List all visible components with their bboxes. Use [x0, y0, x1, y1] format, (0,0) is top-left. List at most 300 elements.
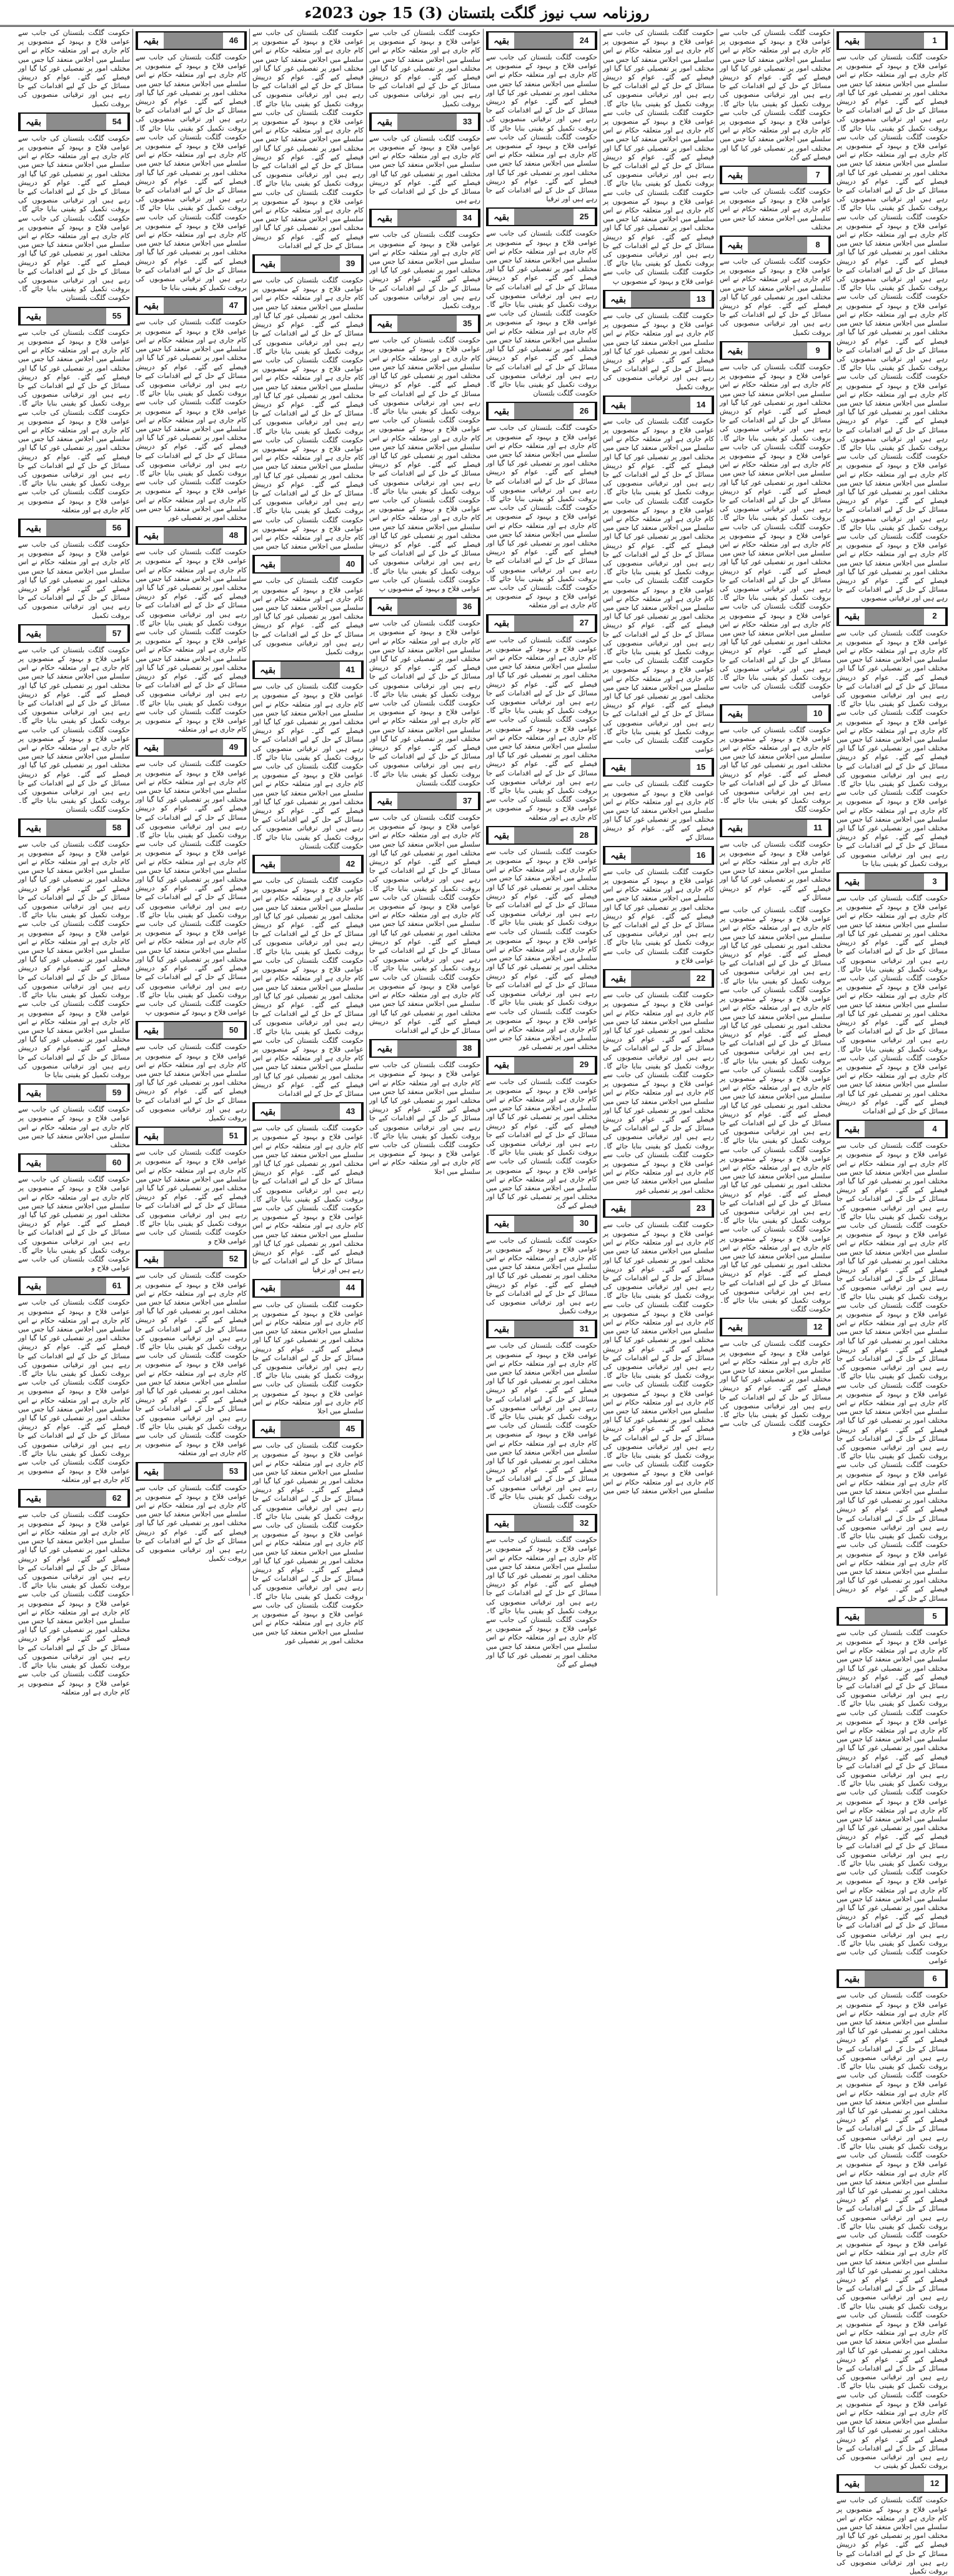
continuation-header — [369, 1039, 480, 1058]
continuation-label: بقیہ — [604, 397, 631, 413]
continuation-header — [136, 1021, 247, 1040]
continuation-header — [837, 2474, 948, 2493]
header-bar — [721, 237, 807, 253]
continuation-item — [369, 1039, 480, 1176]
article-text: حکومت گلگت بلتستان کی جانب سے عوامی فلاح و بہبود کے منصوبوں پر کام جاری ہے اور متعلقہ حکام نے اس سلسلے میں اجلاس منعقد کیا جس میں مختلف — [18, 1105, 130, 1149]
continuation-number: 14 — [690, 397, 713, 413]
continuation-item — [486, 207, 597, 398]
continuation-item — [136, 31, 247, 292]
header-bar — [19, 1085, 106, 1101]
continuation-header — [252, 1420, 364, 1438]
continuation-item — [720, 818, 831, 902]
news-column — [132, 29, 249, 1596]
article-text: حکومت گلگت بلتستان کی جانب سے عوامی فلاح و بہبود کے منصوبوں پر کام جاری ہے اور متعلقہ حکام نے اس سلسلے میں اجلاس منعقد کیا جس میں مختلف امور پر تفصیلی غور کیا گیا اور فیصلے کیے گئے۔ عوام کو درپیش مسائل کے حل کے لیے اقدامات کیے جا رہے ہیں اور ترقیاتی منصوبوں کی بروقت تکمیل کو یقینی بنایا جائے گا۔ حکومت گلگت بلتستان کی جانب سے عوامی فلاح و بہبود کے منصوبوں پر کام جاری ہے اور متعلقہ حکام نے اس سلسلے میں اجلاس منعقد کیا جس میں مختلف امور پر تفصیلی غور کیا گیا اور فیصلے کیے گئے۔ عوام کو درپیش مسائل کے حل کے لیے اقدامات کیے جا رہے ہیں اور ترقیاتی منصوبوں کی بروقت تکمیل کو یقینی بنایا جائے گا۔ حکومت گلگت بلتستان — [369, 619, 480, 787]
continuation-item — [18, 1489, 130, 1697]
continuation-number: 48 — [223, 527, 246, 544]
header-bar — [370, 1040, 457, 1057]
header-bar — [370, 114, 457, 130]
continuation-number: 13 — [690, 291, 713, 307]
continuation-number: 39 — [340, 256, 362, 272]
continuation-item — [136, 526, 247, 734]
continuation-item — [720, 341, 831, 700]
article-text: حکومت گلگت بلتستان کی جانب سے عوامی فلاح و بہبود کے منصوبوں پر کام جاری ہے اور متعلقہ حکام نے اس سلسلے میں اجلاس منعقد کیا جس میں مختلف امور پر تفصیلی غور کیا گیا اور فیصلے کیے گئے۔ عوام کو درپیش مسائل کے حل کے لیے اقدامات کیے جا رہے ہیں اور ترقیاتی منصوبوں کی بروقت تکمیل کو یقینی بنایا جائے گا۔ حکومت گلگت بلتستان کی جانب سے عوامی فلاح و بہبود کے منصوبوں پر کام جاری ہے اور متعلقہ حکام نے اس سلسلے میں اجلاس منعقد کیا جس میں مختلف امور پر تفصیلی غور کیا گیا اور فیصلے کیے گئے۔ عوام کو درپیش مسائل کے حل کے لیے اقدامات کیے جا رہے ہیں اور ترقیاتی منصوبوں کی بروقت تکمیل کو یقینی بنایا جائے گا۔ حکومت گلگت بلتستان کی جانب سے عوامی فلاح و بہبود کے منصوبوں پر کام جاری ہے اور متعلقہ حکام نے اس سلسلے میں اجلاس منعقد کیا جس میں مختلف امور پر تفصیلی غور کیا گیا اور فیصلے کیے گئے۔ عوام کو درپیش مسائل کے حل کے لیے اقدامات کیے جا رہے ہیں اور ترقیاتی منصوبوں کی بروقت تکمیل کو یقینی بنایا جائے گا۔ حکومت گلگت بلتستان کی جانب سے عوامی فلاح و بہبود کے منصوبوں پر کام جاری ہے اور متعلقہ حکام نے اس سلسلے میں اجلاس منعقد کیا جس میں مختلف امور پر تفصیلی غور کیا گیا اور فیصلے کیے گئے۔ عوام کو درپیش مسائل کے حل کے لیے اقدامات کیے جا رہے ہیں اور ترقیاتی منصوبوں کی بروقت تکمیل کو یقینی بنایا جائے گا۔ حکومت گلگت بلتستان کی جانب سے عوامی فلاح و بہبود کے منصوبوں پر کام جاری ہے اور متعلقہ حکام نے اس سلسلے میں اجلاس منعقد کیا جس میں مختلف امور پر تفصیلی غور کیا گیا اور فیصلے کیے گئے۔ عوام کو درپیش مسائل کے حل کے لیے اقدامات کیے جا رہے ہیں اور ترقیاتی منصوبوں کی بروقت تکمیل کو یقینی بنایا جائے گا۔ حکومت گلگت — [720, 906, 831, 1314]
continuation-item — [18, 624, 130, 815]
continuation-header — [720, 236, 831, 254]
continuation-number: 16 — [690, 847, 713, 863]
continuation-label: بقیہ — [254, 1280, 281, 1296]
article-text: حکومت گلگت بلتستان کی جانب سے عوامی فلاح و بہبود کے منصوبوں پر کام جاری ہے اور متعلقہ حکام نے اس سلسلے میں اجلاس منعقد کیا جس میں مختلف امور پر تفصیلی غور کیا گیا اور فیصلے کیے گئے۔ عوام کو درپیش مسائل کے حل کے لیے اقدامات کیے جا رہے ہیں اور ترقیاتی منصوبوں کی بروقت تکمیل — [369, 29, 480, 108]
continuation-label: بقیہ — [721, 1319, 748, 1335]
header-bar — [19, 114, 106, 130]
continuation-item — [369, 29, 480, 109]
header-bar — [370, 210, 457, 226]
continuation-label: بقیہ — [137, 527, 164, 544]
continuation-header — [837, 1607, 948, 1626]
column-body — [252, 29, 364, 1646]
continuation-label: بقیہ — [370, 210, 397, 226]
header-bar — [137, 32, 223, 49]
continuation-number: 5 — [924, 1608, 947, 1624]
continuation-label: بقیہ — [838, 1121, 865, 1137]
continuation-header — [369, 792, 480, 810]
column-body — [837, 31, 948, 2576]
continuation-item — [720, 236, 831, 337]
continuation-item — [486, 402, 597, 610]
continuation-item — [252, 855, 364, 1098]
continuation-label: بقیہ — [370, 114, 397, 130]
continuation-number: 60 — [106, 1155, 129, 1171]
continuation-item — [486, 1056, 597, 1211]
article-text: حکومت گلگت بلتستان کی جانب سے عوامی فلاح و بہبود کے منصوبوں پر کام جاری ہے اور متعلقہ حکام نے اس سلسلے میں اجلاس منعقد کیا جس میں مختلف امور پر تفصیلی غور کیا گیا اور فیصلے کیے گئے۔ عوام کو درپیش مسائل کے حل کے لیے اقدامات کیے جا رہے ہیں اور ترقیاتی منصوبوں کی بروقت تکمیل کو یقینی بنایا جائے گا۔ حکومت گلگت بلتستان کی جانب سے عوامی فلاح و بہبود کے منصوبوں پر کام جاری ہے اور متعلقہ حکام نے اس سلسلے میں اجلاس منعقد کیا جس میں مختلف امور پر تفصیلی غور کیا گیا اور فیصلے کیے گئے۔ عوام کو درپیش مسائل کے حل کے لیے اقدامات کیے جا رہے ہیں اور ترقیاتی منصوبوں کی بروقت تکمیل کو یقینی بنایا جائے گا۔ حکومت گلگت بلتستان کی جانب سے عوامی فلاح و بہبود کے منصوبوں پر کام جاری ہے اور متعلقہ — [18, 1298, 130, 1484]
article-text: حکومت گلگت بلتستان کی جانب سے عوامی فلاح و بہبود کے منصوبوں پر کام جاری ہے اور متعلقہ حکام نے اس سلسلے میں اجلاس منعقد کیا جس میں مختلف امور پر تفصیلی غور کیا گیا اور فیصلے کیے گئے۔ عوام کو درپیش مسائل کے حل کے لیے اقدامات کیے جا رہے ہیں اور ترقیاتی منصوبوں کی بروقت تکمیل کو یقینی بنایا جائے گا۔ حکومت گلگت بلتستان کی جانب سے عوامی فلاح و بہبود کے منصوبوں پر کام جاری ہے اور متعلقہ حکام نے اس سلسلے میں اجلاس منعقد کیا جس میں مختلف امور پر تفصیلی غور کیا گیا اور فیصلے کیے گئے۔ عوام کو درپیش مسائل کے حل کے لیے اقدامات کیے جا رہے ہیں اور ترقیاتی منصوبوں کی بروقت تکمیل کو یقینی بنایا جائے گا۔ حکومت گلگت بلتستان — [252, 682, 364, 850]
continuation-label: بقیہ — [838, 1608, 865, 1624]
continuation-number: 59 — [106, 1085, 129, 1101]
continuation-number: 47 — [223, 297, 246, 314]
continuation-label: بقیہ — [254, 856, 281, 872]
article-text: حکومت گلگت بلتستان کی جانب سے عوامی فلاح و بہبود کے منصوبوں پر کام جاری ہے اور متعلقہ حکام نے اس سلسلے میں اجلاس منعقد کیا جس میں مختلف امور پر تفصیلی غور کیا گیا اور فیصلے کیے گئے۔ عوام کو درپیش مسائل کے حل کے لیے اقدامات کیے جا رہے ہیں اور ترقیاتی منصوبوں کی بروقت تکمیل — [136, 1043, 247, 1122]
continuation-number: 36 — [457, 599, 479, 615]
column-body — [486, 31, 597, 1669]
article-text: حکومت گلگت بلتستان کی جانب سے عوامی فلاح و بہبود کے منصوبوں پر کام جاری ہے اور متعلقہ حکام نے اس سلسلے میں اجلاس منعقد کیا جس میں مختلف امور پر تفصیلی غور کیا گیا اور فیصلے کیے گئے۔ عوام کو درپیش مسائل کے حل کے لیے اقدامات کیے جا رہے ہیں اور ترقیاتی منصوبوں کی بروقت تکمیل کو یقینی بنایا جائے گا۔ حکومت گلگت بلتستان کی جانب سے عوامی فلاح و بہبود کے منصوبوں پر کام جاری ہے اور متعلقہ حکام نے اس سلسلے میں اجلاس منعقد کیا جس میں مختلف امور پر تفصیلی غور کیا گیا اور فیصلے کیے گئے۔ عوام کو درپیش مسائل کے حل کے لیے اقدامات کیے جا رہے ہیں اور ترقیاتی منصوبوں کی بروقت تکمیل کو یقینی بنایا جائے گا۔ حکومت گلگت بلتستان کی جانب سے عوامی فلاح و بہبود کے منصوبوں پر کام جاری ہے اور متعلقہ حکام نے اس سلسلے میں اجلاس منعقد کیا جس میں مختلف امور پر تفصیلی غور کیا گیا اور فیصلے کیے گئے۔ عوام کو درپیش مسائل کے حل کے لیے اقدامات کیے جا رہے ہیں اور ترقیاتی منصوبوں کی بروقت تکمیل کو یقینی بنایا جائے گا۔ حکومت گلگت بلتستان کی جانب سے عوامی فلاح و بہبود کے منصوبوں پ — [603, 29, 714, 286]
news-column — [249, 29, 366, 1645]
news-column — [366, 29, 483, 1596]
header-bar — [838, 32, 924, 49]
header-bar — [721, 820, 807, 836]
continuation-number: 44 — [340, 1280, 362, 1296]
header-bar — [487, 209, 574, 225]
article-text: حکومت گلگت بلتستان کی جانب سے عوامی فلاح و بہبود کے منصوبوں پر کام جاری ہے اور متعلقہ حکام نے اس سلسلے میں اجلاس منعقد کیا جس میں مختلف امور پر تفصیلی غور کیا گیا اور فیصلے کیے گئے۔ عوام کو درپیش مسائل کے حل کے لیے اقدامات کیے جا رہے ہیں اور ترقیاتی منصوبوں کی بروقت تکمیل کو یقینی بنایا جائے گا۔ حکومت گلگت بلتستان کی جانب سے عوامی فلاح و بہبود کے منصوبوں پر کام جاری ہے اور متعلقہ حکام نے اس سلسلے میں اجلاس منعقد کیا جس میں مختلف امور پر تفصیلی غور کیا گیا اور فیصلے کیے گئے۔ عوام کو درپیش مسائل کے حل کے لیے اقدامات کیے جا رہے ہیں اور ترقیا — [486, 53, 597, 204]
continuation-item — [486, 31, 597, 204]
continuation-number: 8 — [807, 237, 830, 253]
article-text: حکومت گلگت بلتستان کی جانب سے عوامی فلاح و بہبود کے منصوبوں پر کام جاری ہے اور متعلقہ حکام نے اس سلسلے میں اجلاس منعقد کیا جس میں مختلف امور پر تفصیلی غور کیا گیا اور فیصلے کیے گئے۔ عوام کو درپیش مسائل کے حل کے لیے اقدامات کیے جا رہے ہیں اور ترقیاتی منصوبوں کی بروقت تکمیل کو یقینی بنایا جائے گا۔ حکومت گلگت بلتستان کی جانب سے عوامی فلاح و — [720, 1340, 831, 1437]
continuation-item — [603, 1199, 714, 1496]
article-text: حکومت گلگت بلتستان کی جانب سے عوامی فلاح و بہبود کے منصوبوں پر کام جاری ہے اور متعلقہ حکام نے اس سلسلے میں اجلاس منعقد کیا جس میں مختلف امور پر تفصیلی غور کیا گیا اور فیصلے کیے گئے۔ عوام کو درپیش مسائل کے حل کے لیے اقدامات کیے جا رہے ہیں اور ترقیاتی منصوبوں کی بروقت تکمیل کو یقینی بنایا جائے گا۔ حکومت گلگت بلتستان کی جانب سے عوامی فلاح و بہبود کے منصوبوں پر کام جاری ہے اور متعلقہ حکام نے اس سلسلے میں اجلا — [252, 1300, 364, 1416]
header-bar — [254, 256, 340, 272]
continuation-number: 11 — [807, 820, 830, 836]
header-bar — [19, 1155, 106, 1171]
article-text: حکومت گلگت بلتستان کی جانب سے عوامی فلاح و بہبود کے منصوبوں پر کام جاری ہے اور متعلقہ حکام نے اس سلسلے میں اجلاس منعقد کیا جس میں مختلف امور پر تفصیلی غور کیا گیا اور فیصلے کیے گئے۔ عوام کو درپیش مسائل کے — [603, 780, 714, 842]
masthead — [0, 0, 954, 27]
continuation-number: 61 — [106, 1278, 129, 1294]
continuation-item — [486, 826, 597, 1052]
continuation-label: بقیہ — [604, 970, 631, 987]
news-column — [483, 29, 600, 1669]
article-text: حکومت گلگت بلتستان کی جانب سے عوامی فلاح و بہبود کے منصوبوں پر کام جاری ہے اور متعلقہ حکام نے اس سلسلے میں اجلاس منعقد کیا جس میں مختلف امور پر تفصیلی غور کیا گیا اور فیصلے کیے گئے۔ عوام کو درپیش مسائل کے حل کے لیے اقدامات کیے جا رہے ہیں اور ترقیاتی منصوبوں کی بروقت تکمیل — [136, 1483, 247, 1563]
continuation-header — [18, 624, 130, 643]
continuation-item — [720, 29, 831, 162]
column-body — [18, 29, 130, 1697]
article-text: حکومت گلگت بلتستان کی جانب سے عوامی فلاح و بہبود کے منصوبوں پر کام جاری ہے اور متعلقہ حکام نے اس سلسلے میں اجلاس منعقد کیا جس میں مختلف امور پر تفصیلی غور کیا گیا اور فیصلے کیے گئے۔ عوام کو درپیش مسائل کے حل کے لیے اقدامات کیے جا رہے ہیں اور ترقیاتی منصوبوں کی بروقت تکمیل کو یقینی بنایا جائے گا۔ حکومت گلگت بلتستان کی جانب سے عوامی فلاح و بہبود کے منصوبوں پر کام جاری ہے اور متعلقہ حکام نے اس سلسلے میں اجلاس منعقد کیا جس میں مختلف امور پر تفصیلی غور کیا گیا اور فیصلے کیے گئے۔ عوام کو درپیش مسائل کے حل کے لیے اقدامات کیے جا رہے ہیں اور ترقیاتی منصوبوں کی بروقت تکمیل کو یقینی بنایا جائے گا۔ حکومت گلگت بلتستان کی جانب سے عوامی فلاح و بہبود کے منصوبوں پر کام جاری ہے اور متعلقہ — [136, 1271, 247, 1458]
continuation-header — [720, 1318, 831, 1336]
continuation-label: بقیہ — [19, 114, 46, 130]
continuation-item — [720, 1318, 831, 1437]
header-bar — [487, 1321, 574, 1337]
continuation-header — [486, 1056, 597, 1075]
header-bar — [721, 1319, 807, 1335]
continuation-item — [18, 818, 130, 1080]
continuation-label: بقیہ — [604, 291, 631, 307]
continuation-label: بقیہ — [838, 32, 865, 49]
article-text: حکومت گلگت بلتستان کی جانب سے عوامی فلاح و بہبود کے منصوبوں پر کام جاری ہے اور متعلقہ حکام نے اس سلسلے میں اجلاس منعقد کیا جس میں مختلف امور پر تفصیلی غور کیا گیا اور فیصلے کیے گئے۔ عوام کو درپیش مسائل کے حل کے لیے اقدامات کیے جا رہے ہیں اور ترقیاتی منصوبوں کی بروقت تکمیل کو یقینی بنایا جائے گا۔ حکومت گلگت بلتستان کی جانب سے عوامی فلاح و بہبود کے منصوبوں پر کام جاری ہے اور متعلقہ حکام نے اس سلسلے میں اجلاس منعقد کیا جس میں مختلف امور پر تفصیلی غور کیا گیا اور فیصلے کیے گئے۔ عوام کو درپیش مسائل کے حل کے لیے اقدامات کیے جا رہے ہیں اور ترقیاتی منصوبوں کی بروقت تکمیل کو یقینی بنایا جائے گا۔ حکومت گلگت بلتستان کی جانب سے عوامی فلاح و بہبود کے منصوبوں پر کام جاری ہے اور متعلقہ حکام نے اس سلسلے میں اجلاس منعقد کیا جس میں مختلف امور پر تفصیلی غور کیا گیا اور فیصلے کیے گئے۔ عوام کو درپیش مسائل کے حل کے لیے اقدامات کیے جا رہے ہیں اور ترقیاتی منصوبوں کی بروقت تکمیل کو یقینی بنایا جائے گا۔ حکومت گلگت بلتستان کی جانب سے عوامی فلاح و بہبود کے منصوبوں پر کام جاری ہے اور متعلقہ حکام نے اس سلسلے میں اجلاس منعقد کیا جس میں مختلف امور پر تفصیلی غور کیا گیا اور فیصلے کیے گئے۔ عوام کو درپیش مسائل کے حل کے لیے اقدامات کیے جا رہے ہیں اور ترقیاتی منصوبوں کی بروقت تکمیل کو یقینی بنایا جائے گا۔ حکومت گلگت بلتستان کی جانب سے عوامی فلاح و بہبود کے منصوبوں پر کام جاری ہے اور متعلقہ حکام نے اس سلسلے میں اجلاس منعقد کیا جس میں مختلف امور پر تفصیلی غور کیا گیا اور فیصلے کیے گئے۔ عوام کو درپیش مسائل کے حل کے لیے اقدامات کیے جا رہے ہیں اور ترقیاتی منصوبوں کی بروقت تکمیل کو یقینی بنایا جائے گا۔ حکومت گلگت بلتستان کی جانب سے عوامی فلاح و بہبود کے منصوبوں پر کام جاری ہے اور متعلقہ حکام نے اس سلسلے میں اجلاس منعقد کیا جس میں مختلف امور پر تفصیلی غور کیا گیا اور فیصلے کیے گئے۔ عوام کو درپیش مسائل کے حل کے لیے اقدامات کیے جا رہے ہیں اور ترقیاتی منصوبوں کی بروقت تکمیل کو یقینی ب — [837, 1991, 948, 2470]
continuation-header — [136, 526, 247, 545]
continuation-label: بقیہ — [721, 705, 748, 722]
continuation-item — [837, 1607, 948, 1966]
article-text: حکومت گلگت بلتستان کی جانب سے عوامی فلاح و بہبود کے منصوبوں پر کام جاری ہے اور متعلقہ حکام نے اس سلسلے میں اجلاس منعقد کیا جس میں مختلف امور پر تفصیلی غور کیا گیا اور فیصلے کیے گئے۔ عوام کو درپیش مسائل کے حل کے لیے اقدامات کیے جا رہے ہیں اور ترقیاتی منصوبوں کی بروقت تکمیل کو یقینی بنایا جائے گا۔ حکومت گلگ — [720, 725, 831, 814]
continuation-header — [720, 818, 831, 837]
continuation-header — [837, 1969, 948, 1988]
continuation-label: بقیہ — [137, 32, 164, 49]
continuation-number: 29 — [574, 1057, 596, 1073]
continuation-header — [136, 1462, 247, 1481]
continuation-header — [369, 112, 480, 131]
news-columns — [4, 29, 950, 2576]
continuation-label: بقیہ — [721, 342, 748, 359]
continuation-item — [252, 660, 364, 851]
continuation-header — [18, 112, 130, 131]
article-text: حکومت گلگت بلتستان کی جانب سے عوامی فلاح و بہبود کے منصوبوں پر کام جاری ہے اور متعلقہ حکام نے اس سلسلے میں اجلاس منعقد کیا جس میں مختلف امور پر تفصیلی غور کیا گیا اور فیصلے کیے گئے۔ عوام کو درپیش مسائل کے حل کے لیے اقدامات کیے جا رہے ہیں اور ترقیاتی منصوبوں کی بروقت تکمیل کو یقینی بنایا جائے گا۔ حکومت گلگت بلتستان کی جانب سے عوامی فلاح و بہبود کے منصوبوں پر کام جاری ہے اور متعلقہ حکام نے اس سلسلے میں اجلاس منعقد کیا جس میں مختلف امور پر تفصیلی غور کیا گیا اور فیصلے کیے گئے۔ عوام کو درپیش مسائل کے حل کے لیے اقدامات کیے جا رہے ہیں اور ترقیاتی منصوبوں کی بروقت تکمیل کو یقینی بنایا جائے گا۔ حکومت گلگت بلتستان کی جانب سے عوامی فلاح و بہبود کے منصوبوں پر کام جاری ہے اور متعلقہ حکام نے اس سلسلے میں اجلاس منعقد کیا جس میں مختلف امور پر تفصیلی غور کیا گیا اور فیصلے کیے گئے۔ عوام کو درپیش مسائل کے حل کے لیے اقدامات کیے جا رہے ہیں اور ترقیاتی منصوبوں کی بروقت تکمیل کو یقینی بنایا جائے گا۔ حکومت گلگت بلتستان کی جانب سے عوامی فلاح و بہبود کے منصوبوں پ — [369, 336, 480, 593]
continuation-label: بقیہ — [19, 820, 46, 836]
continuation-header — [136, 296, 247, 315]
continuation-header — [369, 597, 480, 616]
column-body — [603, 29, 714, 1496]
article-text: حکومت گلگت بلتستان کی جانب سے عوامی فلاح و بہبود کے منصوبوں پر کام جاری ہے اور متعلقہ حکام نے اس سلسلے میں اجلاس منعقد کیا جس میں مختلف امور پر تفصیلی غور کیا گیا اور فیصلے کیے گئے۔ عوام کو درپیش مسائل کے حل کے لیے اقدامات کیے جا رہے ہیں اور ترقیاتی منصوبوں کی بروقت تکمیل — [720, 257, 831, 337]
header-bar — [137, 527, 223, 544]
article-text: حکومت گلگت بلتستان کی جانب سے عوامی فلاح و بہبود کے منصوبوں پر کام جاری ہے اور متعلقہ حکام نے اس سلسلے میں اجلاس منعقد کیا جس میں مختلف امور پر تفصیلی غور کیا گیا اور فیصلے کیے گئے۔ عوام کو درپیش مسائل کے حل کے لیے اقدامات کیے جا رہے ہیں اور ترقیاتی منصوبوں کی بروقت تکمیل کو یقینی بنایا جائے گا۔ حکومت گلگت بلتستان کی جانب سے عوامی فلاح و بہبود کے منصوبوں پر کام جاری ہے اور متعلقہ حکام نے اس سلسلے میں اجلاس منعقد کیا جس میں مختلف امور پر تفصیلی غور کیا گیا اور فیصلے کیے گئے۔ عوام کو درپیش مسائل کے حل کے لیے اقدامات کیے جا رہے ہیں اور ترقیاتی منصوبوں کی بروقت تکمیل کو یقینی بنایا جائے گا۔ حکومت گلگت بلتستان کی جانب سے عوامی فلاح و بہبود کے منصوبوں پر کام جاری ہے اور متعلقہ — [18, 328, 130, 514]
continuation-label: بقیہ — [487, 1321, 514, 1337]
article-text: حکومت گلگت بلتستان کی جانب سے عوامی فلاح و بہبود کے منصوبوں پر کام جاری ہے اور متعلقہ حکام نے اس سلسلے میں اجلاس منعقد کیا جس میں مختلف امور پر تفصیلی غور کیا گیا اور فیصلے کیے گئے۔ عوام کو درپیش مسائل کے حل کے لیے اقدامات کیے جا رہے ہیں اور ترقیاتی منصوبوں کی بروقت تکمیل کو یقینی بنایا جائے گا۔ حکومت گلگت بلتستان کی جانب سے عوامی فلاح و بہبود کے منصوبوں پر کام جاری ہے اور متعلقہ حکام نے اس سلسلے میں اجلاس منعقد کیا جس میں مختلف امور پر تفصیلی غور کیا گیا اور فیصلے کیے گئے۔ عوام کو درپیش مسائل کے حل کے لیے اقدامات کیے جا رہے ہیں اور ترقیاتی منصوبوں کی بروقت تکمیل کو یقینی بنایا جائے گا۔ حکومت گلگت بلتستان کی جانب سے عوامی فلاح و بہبود کے منصوبوں پر کام جاری ہے اور متعلقہ حکام نے اس سلسلے میں اجلاس منعقد کیا جس میں مختلف امور پر تفصیلی غور — [603, 991, 714, 1195]
continuation-number: 27 — [574, 615, 596, 632]
continuation-number: 34 — [457, 210, 479, 226]
article-text: حکومت گلگت بلتستان کی جانب سے عوامی فلاح و بہبود کے منصوبوں پر کام جاری ہے اور متعلقہ حکام نے اس سلسلے میں اجلاس منعقد کیا جس میں مختلف امور پر تفصیلی غور کیا گیا اور فیصلے کیے گئے۔ عوام کو درپیش مسائل کے حل کے لیے اقدامات کیے جا رہے ہیں اور ترقیاتی منصوبوں کی بروقت تکمیل کو یقینی بنایا جائے گا۔ حکومت گلگت بلتستان کی جانب سے عوامی فلاح و بہبود کے منصوبوں پر کام جاری ہے اور متعلقہ حکام نے اس سلسلے میں اجلاس منعقد کیا جس میں مختلف امور پر تفصیلی غور کیا گیا اور فیصلے کیے گئے۔ عوام کو درپیش مسائل کے حل کے لیے اقدامات کیے جا رہے ہیں اور ترقیاتی منصوبوں کی بروقت تکمیل کو یقینی بنایا جائے گا۔ حکومت گلگت بلتستان کی جانب سے عوامی فلاح و بہبود کے منصوبوں پر کام جاری ہے اور متعلقہ حکام نے اس سلسلے میں اجلاس منعقد کیا جس میں مختلف امور پر تفصیلی غور کیا گیا اور فیصلے کیے گئے۔ عوام کو درپیش مسائل کے حل کے لیے اقدامات کیے جا رہے ہیں اور ترقیاتی منصوبوں کی بروقت تکمیل کو یقینی بنایا جا — [837, 629, 948, 868]
continuation-number: 1 — [924, 32, 947, 49]
continuation-header — [252, 1279, 364, 1298]
continuation-header — [369, 314, 480, 333]
continuation-number: 3 — [924, 873, 947, 890]
header-bar — [19, 520, 106, 536]
continuation-item — [252, 1420, 364, 1646]
continuation-item — [603, 290, 714, 392]
continuation-label: بقیہ — [487, 1216, 514, 1232]
header-bar — [487, 32, 574, 49]
news-column — [16, 29, 132, 1696]
article-text: حکومت گلگت بلتستان کی جانب سے عوامی فلاح و بہبود کے منصوبوں پر کام جاری ہے اور متعلقہ حکام نے اس سلسلے میں اجلاس منعقد کیا جس میں مختلف امور پر تفصیلی غور کیا گیا اور فیصلے کیے گئے۔ عوام کو درپیش مسائل کے حل کے لیے اقدامات کیے جا رہے ہیں اور ترقیاتی منصوبوں کی بروقت تکمیل کو یقینی بنایا جائے گا۔ حکومت گلگت بلتستان کی جانب سے عوامی فلاح و بہبود کے منصوبوں پر کام جاری ہے اور متعلقہ حکام نے اس سلسلے میں اجلاس منعقد کیا جس میں مختلف امور پر تفصیلی غور کیا گیا اور فیصلے کیے گئے۔ عوام کو درپیش مسائل کے حل کے لیے اقدامات کیے جا رہے ہیں اور ترقیاتی منصوبوں کی بروقت تکمیل کو یقینی بنایا جائے گا۔ حکومت گلگت بلتستان کی جانب سے عوامی فلاح و بہبود کے منصوبوں پر کام جاری ہے اور متعلقہ — [136, 548, 247, 734]
article-text: حکومت گلگت بلتستان کی جانب سے عوامی فلاح و بہبود کے منصوبوں پر کام جاری ہے اور متعلقہ حکام نے اس سلسلے میں اجلاس منعقد کیا جس میں مختلف — [720, 187, 831, 231]
continuation-header — [486, 826, 597, 845]
header-bar — [137, 1128, 223, 1144]
continuation-header — [837, 607, 948, 626]
header-bar — [370, 599, 457, 615]
article-text: حکومت گلگت بلتستان کی جانب سے عوامی فلاح و بہبود کے منصوبوں پر کام جاری ہے اور متعلقہ حکام نے اس سلسلے میں اجلاس منعقد کیا جس میں مختلف امور پر تفصیلی غور کیا گیا اور فیصلے کیے گئے۔ عوام کو درپیش مسائل کے حل کے لیے اقدامات کیے جا رہے ہیں اور ترقیاتی منصوبوں کی بروقت تکمیل کو یقینی بنایا جائے گا۔ حکومت گلگت بلتستان کی جانب سے عوامی فلاح و بہبود کے منصوبوں پر کام جاری ہے اور متعلقہ حکام نے اس سلسلے میں اجلاس منعقد کیا جس میں مختلف امور پر تفصیلی غور کیا گیا اور فیصلے کیے گئے۔ عوام کو درپیش مسائل کے حل کے لیے اقدامات کیے جا رہے ہیں اور ترقیاتی منصوبوں کی بروقت تکمیل کو یقینی بنایا جائے گا۔ حکومت گلگت بلتستان کی جانب سے عوامی فلاح و بہبود کے منصوبوں پر کام جاری ہے اور متعلقہ حکام نے اس سلسلے میں اجلاس منعقد کیا جس میں مختلف امور پر تفصیلی غور کیا گیا اور فیصلے کیے گئے۔ عوام کو درپیش مسائل کے حل کے لیے اقدامات — [252, 29, 364, 250]
header-bar — [838, 1121, 924, 1137]
continuation-header — [18, 1276, 130, 1295]
continuation-label: بقیہ — [487, 209, 514, 225]
article-text: حکومت گلگت بلتستان کی جانب سے عوامی فلاح و بہبود کے منصوبوں پر کام جاری ہے اور متعلقہ حکام نے اس سلسلے میں اجلاس منعقد کیا جس میں مختلف امور پر تفصیلی غور کیا گیا اور فیصلے کیے گئے۔ عوام کو درپیش مسائل کے حل کے لیے اقدامات کیے جا رہے ہیں اور ترقیاتی منصوبوں کی بروقت تکمیل — [18, 29, 130, 108]
continuation-item — [369, 792, 480, 1035]
article-text: حکومت گلگت بلتستان کی جانب سے عوامی فلاح و بہبود کے منصوبوں پر کام جاری ہے اور متعلقہ حکام نے اس سلسلے میں اجلاس منعقد کیا جس میں مختلف امور پر تفصیلی غور کیا گیا اور فیصلے کیے گئے۔ عوام کو درپیش مسائل کے حل کے لیے اقدامات کیے جا رہے ہیں اور ترقیاتی منصوبوں کی بروقت تکمیل کو یقینی بنایا جائے گا۔ حکومت گلگت بلتستان کی جانب سے عوامی فلاح و — [18, 1175, 130, 1273]
header-bar — [254, 1280, 340, 1296]
continuation-number: 4 — [924, 1121, 947, 1137]
continuation-label: بقیہ — [487, 1515, 514, 1531]
continuation-header — [252, 855, 364, 873]
continuation-header — [252, 254, 364, 273]
continuation-item — [837, 1969, 948, 2470]
continuation-header — [18, 818, 130, 837]
continuation-item — [720, 906, 831, 1314]
header-bar — [370, 316, 457, 332]
continuation-item — [252, 29, 364, 251]
header-bar — [838, 1608, 924, 1624]
continuation-header — [486, 207, 597, 226]
article-text: حکومت گلگت بلتستان کی جانب سے عوامی فلاح و بہبود کے منصوبوں پر کام جاری ہے اور متعلقہ حکام نے اس سلسلے میں اجلاس منعقد کیا جس میں مختلف امور پر تفصیلی غور کیا گیا اور فیصلے کیے گئے۔ عوام کو درپیش مسائل کے حل کے لیے اقدامات کیے جا رہے ہیں اور ترقیاتی منصوبوں کی بروقت تکمیل کو یقینی بنایا جائے گا۔ حکومت گلگت بلتستان کی جانب سے عوامی فلاح و بہبود کے منصوبوں پر کام جاری ہے اور متعلقہ حکام نے اس سلسلے میں اجلاس منعقد کیا جس میں مختلف امور پر تفصیلی غور کیا گیا اور فیصلے کیے گئے۔ عوام کو درپیش مسائل کے حل کے لیے اقدامات کیے جا رہے ہیں اور ترقیاتی منصوبوں کی بروقت تکمیل کو یقینی بنایا جائے گا۔ حکومت گلگت بلتستان کی جانب سے عوامی فلاح و بہبود کے منصوبوں پر کام جاری ہے اور متعلقہ حکام نے اس سلسلے میں اجلاس منعقد کیا جس میں مختلف امور پر تفصیلی غور کیا گیا اور فیصلے کیے گئے۔ عوام کو درپیش مسائل کے حل کے لیے اقدامات — [252, 877, 364, 1098]
continuation-number: 12 — [924, 2475, 947, 2492]
header-bar — [254, 1421, 340, 1437]
continuation-number: 50 — [223, 1022, 246, 1038]
masthead-title: روزنامہ سب نیوز گلگت بلتستان (3) 15 جون 2023ء — [304, 3, 650, 22]
continuation-label: بقیہ — [19, 1490, 46, 1506]
continuation-item — [18, 1276, 130, 1484]
continuation-header — [486, 31, 597, 50]
continuation-number: 32 — [574, 1515, 596, 1531]
continuation-number: 40 — [340, 556, 362, 572]
continuation-number: 25 — [574, 209, 596, 225]
column-body — [136, 31, 247, 1563]
article-text: حکومت گلگت بلتستان کی جانب سے عوامی فلاح و بہبود کے منصوبوں پر کام جاری ہے اور متعلقہ حکام نے اس سلسلے میں اجلاس منعقد کیا جس میں مختلف امور پر تفصیلی غور کیا گیا اور فیصلے کیے گئے۔ عوام کو درپیش مسائل کے حل کے لیے اقدامات کیے جا رہے ہیں اور ترقیاتی منصوبوں کی بروقت تکمیل کو یقینی بنایا جائے گا۔ حکومت گلگت بلتستان کی جانب سے عوامی فلاح و — [603, 867, 714, 965]
continuation-item — [18, 29, 130, 109]
continuation-header — [136, 31, 247, 50]
article-text: حکومت گلگت بلتستان کی جانب سے عوامی فلاح و بہبود کے منصوبوں پر کام جاری ہے اور متعلقہ حکام نے اس سلسلے میں اجلاس منعقد کیا جس میں مختلف امور پر تفصیلی غور کیا گیا اور فیصلے کیے گئے۔ عوام کو درپیش مسائل کے حل کے لیے اقدامات کیے جا رہے ہیں اور ترقیاتی منصوبوں کی بروقت تکمیل کو یقینی بنایا جائے گا۔ حکومت گلگت بلتستان کی جانب سے عوامی فلاح و بہبود کے منصوبوں پر کام جاری ہے اور متعلقہ حکام نے اس سلسلے میں اجلاس منعقد کیا جس میں مختلف امور پر تفصیلی غور کیا گیا اور فیصلے کیے گئے۔ عوام کو درپیش مسائل کے حل کے لیے اقدامات کیے جا رہے ہیں اور ترقیاتی منصوبوں کی بروقت تکمیل کو یقینی بنایا جائے گا۔ حکومت گلگت بلتستان کی جانب سے عوامی فلاح و بہبود کے منصوبوں پر کام جاری ہے اور متعلقہ حکام نے اس سلسلے میں اجلاس منعقد کیا جس میں مختلف امور پر تفصیلی غور کیا گیا اور فیصلے کیے گئے۔ عوام کو درپیش مسائل کے حل کے لیے اقدامات — [837, 894, 948, 1115]
continuation-label: بقیہ — [604, 847, 631, 863]
article-text: حکومت گلگت بلتستان کی جانب سے عوامی فلاح و بہبود کے منصوبوں پر کام جاری ہے اور متعلقہ حکام نے اس سلسلے میں اجلاس منعقد کیا جس میں مختلف امور پر تفصیلی غور کیا گیا اور فیصلے کیے گئے۔ عوام کو درپیش مسائل کے حل کے لیے اقدامات کیے جا رہے ہیں اور ترقیاتی منصوبوں کی بروقت تکمیل — [369, 231, 480, 311]
continuation-number: 53 — [223, 1463, 246, 1479]
header-bar — [19, 625, 106, 642]
continuation-number: 54 — [106, 114, 129, 130]
continuation-item — [837, 2474, 948, 2576]
article-text: حکومت گلگت بلتستان کی جانب سے عوامی فلاح و بہبود کے منصوبوں پر کام جاری ہے اور متعلقہ حکام نے اس سلسلے میں اجلاس منعقد کیا جس میں مختلف امور پر تفصیلی غور کیا گیا اور فیصلے کیے گئے۔ عوام کو درپیش مسائل کے حل کے لیے اقدامات کیے جا رہے ہیں اور ترقیاتی منصوبوں کی بروقت تکمیل کو یقینی بنایا جائے گا۔ حکومت گلگت بلتستان کی جانب سے عوامی فلاح و بہبود کے منصوبوں پر کام جاری ہے اور متعلقہ حکام نے اس سلسلے میں اجلاس منعقد کیا جس میں مختلف امور پر تفصیلی غور کیا گیا اور فیصلے کیے گئ — [486, 1536, 597, 1669]
continuation-header — [136, 1126, 247, 1145]
header-bar — [137, 1463, 223, 1479]
continuation-item — [603, 29, 714, 286]
continuation-header — [252, 555, 364, 574]
header-bar — [604, 291, 690, 307]
continuation-number: 12 — [807, 1319, 830, 1335]
continuation-label: بقیہ — [487, 615, 514, 632]
continuation-label: بقیہ — [137, 1128, 164, 1144]
header-bar — [604, 397, 690, 413]
continuation-header — [603, 758, 714, 777]
continuation-number: 41 — [340, 662, 362, 678]
continuation-header — [603, 969, 714, 988]
continuation-label: بقیہ — [487, 827, 514, 843]
header-bar — [137, 739, 223, 755]
continuation-number: 22 — [690, 970, 713, 987]
continuation-label: بقیہ — [370, 1040, 397, 1057]
continuation-label: بقیہ — [838, 1971, 865, 1987]
continuation-label: بقیہ — [370, 599, 397, 615]
article-text: حکومت گلگت بلتستان کی جانب سے عوامی فلاح و بہبود کے منصوبوں پر کام جاری ہے اور متعلقہ حکام نے اس سلسلے میں اجلاس منعقد کیا جس میں مختلف امور پر تفصیلی غور کیا گیا اور فیصلے کیے گئے۔ عوام کو درپیش مسائل کے حل کے لیے اقدامات کیے جا رہے ہیں اور ترقیاتی منصوبوں کی بروقت تکمیل کو یقینی بنایا جائے گا۔ حکومت گلگت بلتستان کی جانب سے عوامی فلاح و بہبود کے منصوبوں پر کام جاری ہے اور متعلقہ حکام نے اس سلسلے میں اجلاس منعقد کیا جس میں مختلف امور پر تفصیلی غور کیا گیا اور فیصلے کیے گئے۔ عوام کو درپیش مسائل کے حل کے لیے اقدامات کیے جا رہے ہیں اور ترقیاتی منصوبوں کی بروقت تکمیل کو یقینی بنایا جائے گا۔ حکومت گلگت بلتستان کی جانب سے عوامی فلاح و بہبود کے منصوبوں پر کام جاری ہے اور متعلقہ حکام نے اس سلسلے میں اجلاس منعقد کیا جس میں مختلف امور پر تفصیلی غور کیا گیا اور فیصلے کیے گئے۔ عوام کو درپیش مسائل کے حل کے لیے اقدامات کیے جا رہے ہیں اور ترقیاتی منصوبوں کی بروقت تکمیل کو یقینی بنایا جائے گا۔ حکومت گلگت بلتستان کی جانب سے عوامی فلاح و بہبود کے منصوبوں پر کام جاری ہے اور متعلقہ حکام نے اس سلسلے میں اجلاس منعقد کیا جس میں — [603, 1220, 714, 1495]
continuation-item — [136, 1021, 247, 1123]
continuation-number: 15 — [690, 759, 713, 775]
continuation-header — [252, 1102, 364, 1121]
header-bar — [721, 342, 807, 359]
continuation-item — [603, 758, 714, 842]
continuation-item — [837, 872, 948, 1116]
continuation-item — [252, 254, 364, 551]
article-text: حکومت گلگت بلتستان کی جانب سے عوامی فلاح و بہبود کے منصوبوں پر کام جاری ہے اور متعلقہ حکام نے اس سلسلے میں اجلاس منعقد کیا جس میں مختلف امور پر تفصیلی غور کیا گیا اور فیصلے کیے گئے۔ عوام کو درپیش مسائل کے حل کے لیے اقدامات کیے جا رہے ہیں اور ترقیاتی منصوبوں کی بروقت تکمیل — [18, 540, 130, 620]
header-bar — [487, 827, 574, 843]
header-bar — [254, 856, 340, 872]
continuation-item — [720, 704, 831, 815]
continuation-label: بقیہ — [604, 1200, 631, 1216]
continuation-item — [837, 607, 948, 868]
continuation-header — [603, 1199, 714, 1218]
continuation-header — [136, 1250, 247, 1268]
continuation-number: 28 — [574, 827, 596, 843]
continuation-item — [252, 555, 364, 657]
header-bar — [838, 873, 924, 890]
continuation-header — [18, 307, 130, 326]
continuation-label: بقیہ — [19, 1085, 46, 1101]
header-bar — [487, 403, 574, 419]
article-text: حکومت گلگت بلتستان کی جانب سے عوامی فلاح و بہبود کے منصوبوں پر کام جاری ہے اور متعلقہ حکام نے اس سلسلے میں اجلاس منعقد کیا جس میں مختلف امور پر تفصیلی غور کیا گیا اور فیصلے کیے گئے۔ عوام کو درپیش مسائل کے حل کے لیے اقدامات کیے جا رہے ہیں اور ترقیاتی منصوبوں کی بروقت تکمیل — [486, 1236, 597, 1316]
continuation-item — [18, 1153, 130, 1273]
continuation-header — [252, 660, 364, 679]
continuation-header — [18, 1153, 130, 1172]
article-text: حکومت گلگت بلتستان کی جانب سے عوامی فلاح و بہبود کے منصوبوں پر کام جاری ہے اور متعلقہ حکام نے اس سلسلے میں اجلاس منعقد کیا جس میں مختلف امور پر تفصیلی غور کیا گیا اور فیصلے کیے گئے۔ عوام کو درپیش مسائل کے حل کے لیے اقدامات کیے جا رہے ہیں اور ترقیاتی منصوبوں کی بروقت تکمیل کو یقینی بنایا جائے گا۔ حکومت گلگت بلتستان کی جانب سے عوامی فلاح و بہبود کے منصوبوں پر کام جاری ہے اور متعلقہ حکام نے اس سلسلے میں اجلاس منعقد کیا جس میں مختلف امور پر تفصیلی غور کیا گیا اور فیصلے کیے گئے۔ عوام کو درپیش مسائل کے حل کے لیے اقدامات کیے جا رہے ہیں اور ترقیاتی منصوبوں کی بروقت تکمیل کو یقینی بنایا جائے گا۔ حکومت گلگت بلتستان — [486, 229, 597, 398]
continuation-label: بقیہ — [137, 1251, 164, 1267]
header-bar — [19, 820, 106, 836]
continuation-item — [486, 1320, 597, 1510]
continuation-label: بقیہ — [370, 793, 397, 809]
continuation-label: بقیہ — [137, 1022, 164, 1038]
article-text: حکومت گلگت بلتستان کی جانب سے عوامی فلاح و بہبود کے منصوبوں پر کام جاری ہے اور متعلقہ حکام نے اس سلسلے میں اجلاس منعقد کیا جس میں مختلف امور پر تفصیلی غور کیا گیا اور فیصلے کیے گئے۔ عوام کو درپیش مسائل کے حل کے لیے اقدامات کیے جا رہے ہیں اور ترقیاتی منصوبوں کی بروقت تکمیل کو یقینی بنایا جائے گا۔ حکومت گلگت بلتستان کی جانب سے عوامی فلاح و بہبود کے منصوبوں پر کام جاری ہے اور متعلقہ حکام نے اس سلسلے میں اجلاس منعقد کیا جس میں مختلف امور پر تفصیلی غور کیا گیا اور فیصلے کیے گئے۔ عوام کو درپیش مسائل کے حل کے لیے اقدامات کیے جا رہے ہیں اور ترقیاتی منصوبوں کی بروقت تکمیل کو یقینی بنایا جائے گا۔ حکومت گلگت بلتستان کی جانب سے عوامی فلاح و بہبود کے منصوبوں پر کام جاری ہے اور متعلقہ حکام نے اس سلسلے میں اجلاس منعقد کیا جس میں مختلف امور پر تفصیلی غور کیا گیا اور فیصلے کیے گئے۔ عوام کو درپیش مسائل کے حل کے لیے اقدامات کیے جا رہے ہیں اور ترقیاتی منصوبوں کی بروقت تکمیل کو یقینی بنایا جائے گا۔ حکومت گلگت بلتستان کی جانب سے عوامی فلاح و بہبود کے منصوبوں پر کام جاری ہے اور متعلقہ حکام نے اس سلسلے میں اجلاس منعقد کیا جس میں مختلف امور پر تفصیلی غور کیا گیا اور فیصلے کیے گئے۔ عوام کو درپیش مسائل کے حل کے لیے اقدامات کیے جا رہے ہیں اور ترقیاتی منصوبوں کی بروقت تکمیل کو یقینی بنایا جائے گا۔ حکومت گلگت بلتستان کی جانب سے عوامی — [603, 417, 714, 754]
continuation-number: 51 — [223, 1128, 246, 1144]
article-text: حکومت گلگت بلتستان کی جانب سے عوامی فلاح و بہبود کے منصوبوں پر کام جاری ہے اور متعلقہ حکام نے اس سلسلے میں اجلاس منعقد کیا جس میں مختلف امور پر تفصیلی غور کیا گیا اور فیصلے کیے گئے۔ عوام کو درپیش مسائل کے حل کے لیے اقدامات کیے جا رہے ہیں اور ترقیاتی منصوبوں کی بروقت تکمیل کو یقینی بنایا جائے گا۔ حکومت گلگت بلتستان کی جانب سے عوامی فلاح و بہبود کے منصوبوں پر کام جاری ہے اور متعلقہ حکام نے اس سلسلے میں اجلاس منعقد کیا جس میں مختلف امور پر تفصیلی غور کیا گیا اور فیصلے کیے گئے۔ عوام کو درپیش مسائل کے حل کے لیے اقدامات کیے جا رہے ہیں اور ترقیاتی منصوبوں کی بروقت تکمیل کو یقینی بنایا جائے گا۔ حکومت گلگت بلتستان کی جانب سے عوامی فلاح و بہبود کے منصوبوں پر کام جاری ہے اور متعلقہ حکام نے اس سلسلے میں اجلاس منعقد کیا جس میں مختلف امور پر تفصیلی غور — [252, 1441, 364, 1645]
news-column — [600, 29, 717, 1596]
article-text: حکومت گلگت بلتستان کی جانب سے عوامی فلاح و بہبود کے منصوبوں پر کام جاری ہے اور متعلقہ حکام نے اس سلسلے میں اجلاس منعقد کیا جس میں مختلف امور پر تفصیلی غور کیا گیا اور فیصلے کیے گئے۔ عوام کو درپیش مسائل کے — [720, 840, 831, 902]
article-text: حکومت گلگت بلتستان کی جانب سے عوامی فلاح و بہبود کے منصوبوں پر کام جاری ہے اور متعلقہ حکام نے اس سلسلے میں اجلاس منعقد کیا جس میں مختلف امور پر تفصیلی غور کیا گیا اور فیصلے کیے گئے۔ عوام کو درپیش مسائل کے حل کے لیے اقدامات کیے جا رہے ہیں اور ترقیاتی منصوبوں کی بروقت تکمیل کو یقینی بنایا جائے گا۔ حکومت گلگت بلتستان کی جانب سے عوامی فلاح و — [136, 1148, 247, 1246]
continuation-header — [603, 846, 714, 865]
article-text: حکومت گلگت بلتستان کی جانب سے عوامی فلاح و بہبود کے منصوبوں پر کام جاری ہے اور متعلقہ حکام نے اس سلسلے میں اجلاس منعقد کیا جس میں مختلف امور پر تفصیلی غور کیا گیا اور فیصلے کیے گئے۔ عوام کو درپیش مسائل کے حل کے لیے اقدامات کیے جا رہے ہیں اور ترقیاتی منصوبوں کی بروقت تکمیل کو یقینی بنایا جائے گا۔ حکومت گلگت بلتستان کی جانب سے عوامی فلاح و بہبود کے منصوبوں پر کام جاری ہے اور متعلقہ حکام نے اس سلسلے میں اجلاس منعقد کیا جس میں مختلف امور پر تفصیلی غور کیا گیا اور فیصلے کیے گئے۔ عوام کو درپیش مسائل کے حل کے لیے اقدامات کیے جا رہے ہیں اور ترقیاتی منصوبوں کی بروقت تکمیل کو یقینی بنایا جائے گا۔ حکومت گلگت بلتستان کی جانب سے عوامی فلاح و بہبود کے منصوبوں پر کام جاری ہے اور متعلقہ حکام نے اس سلسلے میں اجلاس منعقد کیا جس میں مختلف امور پر تفصیلی غور کیا گیا اور فیصلے کیے گئے۔ عوام کو درپیش مسائل کے حل کے لیے اقدامات کیے جا رہے ہیں اور ترقیاتی منصوبوں کی بروقت تکمیل کو یقینی بنایا جائے گا۔ حکومت گلگت بلتستان کی جانب سے عوامی فلاح و بہبود کے منصوبوں پر کام جاری ہے اور متعلقہ حکام نے اس سلسلے میں اجلاس منعقد کیا جس میں مختلف امور پر تفصیلی غور کیا گیا اور فیصلے کیے گئے۔ عوام کو درپیش مسائل کے حل کے لیے اقدامات کیے جا رہے ہیں اور ترقیاتی منصوبوں کی بروقت تکمیل کو یقینی بنایا جائے گا۔ حکومت گلگت بلتستان کی جانب سے عوامی — [837, 1628, 948, 1966]
continuation-header — [603, 395, 714, 414]
continuation-item — [252, 1102, 364, 1275]
header-bar — [137, 1022, 223, 1038]
header-bar — [19, 308, 106, 324]
article-text: حکومت گلگت بلتستان کی جانب سے عوامی فلاح و بہبود کے منصوبوں پر کام جاری ہے اور متعلقہ حکام نے اس سلسلے میں اجلاس منعقد کیا جس میں مختلف امور پر تفصیلی غور کیا گیا اور فیصلے کیے گئے۔ عوام کو درپیش مسائل کے حل کے لیے اقدامات کیے جا رہے ہیں اور ترقیاتی منصوبوں کی بروقت تکمیل — [837, 2496, 948, 2576]
article-text: حکومت گلگت بلتستان کی جانب سے عوامی فلاح و بہبود کے منصوبوں پر کام جاری ہے اور متعلقہ حکام نے اس سلسلے میں اجلاس منعقد کیا جس میں مختلف امور پر تفصیلی غور کیا گیا اور فیصلے کیے گئے۔ عوام کو درپیش مسائل کے حل کے لیے اقدامات کیے جا رہے ہیں اور ترقیاتی منصوبوں کی بروقت تکمیل کو یقینی بنایا جائے گا۔ حکومت گلگت بلتستان کی جانب سے عوامی فلاح و بہبود کے منصوبوں پر کام جاری ہے اور متعلقہ حکام نے اس سلسلے میں اجلاس منعقد کیا جس میں مختلف امور پر تفصیلی غور کیا گیا اور فیصلے کیے گئے۔ عوام کو درپیش مسائل کے حل کے لیے اقدامات کیے جا رہے ہیں اور ترقیاتی منصوبوں کی بروقت تکمیل کو یقینی بنایا جائے گا۔ حکومت گلگت بلتستان کی جانب سے عوامی فلاح و بہبود کے منصوبوں پر کام جاری ہے اور متعلقہ حکام نے اس سلسلے میں اجلاس منعقد کیا جس میں مختلف امور پر تفصیلی غور کیا گیا اور فیصلے کیے گئے۔ عوام کو درپیش مسائل کے حل کے لیے اقدامات کیے جا رہے ہیں اور ترقیاتی منصوبوں کی بروقت تکمیل کو یقینی بنایا جائے گا۔ حکومت گلگت بلتستان کی جانب سے عوامی فلاح و بہبود کے منصوبوں پر کام جاری ہے اور متعلقہ حکام نے اس سلسلے میں اجلاس منعقد کیا جس میں مختلف امور پر تفصیلی غور کیا گیا اور فیصلے کیے گئے۔ عوام کو درپیش مسائل کے حل کے لیے اقدامات کیے جا رہے ہیں اور ترقیاتی منصوبوں کی بروقت تکمیل کو یقینی بنایا جائے گا۔ حکومت گلگت بلتستان کی جانب سے عوامی — [720, 362, 831, 700]
continuation-item — [136, 1126, 247, 1246]
article-text: حکومت گلگت بلتستان کی جانب سے عوامی فلاح و بہبود کے منصوبوں پر کام جاری ہے اور متعلقہ حکام نے اس سلسلے میں اجلاس منعقد کیا جس میں مختلف امور پر تفصیلی غور کیا گیا اور فیصلے کیے گئے۔ عوام کو درپیش مسائل کے حل کے لیے اقدامات کیے جا رہے ہیں اور ترقیاتی منصوبوں کی بروقت تکمیل کو یقینی بنایا جائے گا۔ حکومت گلگت بلتستان کی جانب سے عوامی فلاح و بہبود کے منصوبوں پر کام جاری ہے اور متعلقہ حکام نے اس سلسلے میں اجلاس منعقد کیا جس میں مختلف امور پر تفصیلی غور کیا گیا اور فیصلے کیے گئے۔ عوام کو درپیش مسائل کے حل کے لیے اقدامات کیے جا رہے ہیں اور ترقیاتی منصوبوں کی بروقت تکمیل کو یقینی بنایا جائے گا۔ حکومت گلگت بلتستان کی جانب سے عوامی فلاح و بہبود کے منصوبوں پر کام جاری ہے اور متعلقہ حکام نے اس سلسلے میں اجلاس منعقد کیا جس میں مختلف امور پر تفصیلی غور کیا گیا اور فیصلے کیے گئے۔ عوام کو درپیش مسائل کے حل کے لیے اقدامات کیے جا رہے ہیں اور ترقیاتی منصوبوں کی بروقت تکمیل کو یقینی بنایا جائے گا۔ حکومت گلگت بلتستان کی جانب سے عوامی فلاح و بہبود کے منصوبوں پر کام جاری ہے اور متعلقہ حکام نے اس سلسلے میں اجلاس منعقد کیا جس میں مختلف امور پر تفصیلی غور کیا گیا اور فیصلے کیے گئے۔ عوام کو درپیش مسائل کے حل کے لیے اقدامات کیے جا رہے ہیں اور ترقیاتی منصوبوں کی بروقت تکمیل کو یقینی بنایا جائے گا۔ حکومت گلگت بلتستان کی جانب سے عوامی فلاح و بہبود کے منصوبوں پر کام جاری ہے اور متعلقہ حکام نے اس سلسلے میں اجلاس منعقد کیا جس میں مختلف امور پر تفصیلی غور کیا گیا اور فیصلے کیے گئے۔ عوام کو درپیش مسائل کے حل کے لیے اقدامات کیے جا رہے ہیں اور ترقیاتی منصوبوں کی بروقت تکمیل کو یقینی بنایا جائے گا۔ حکومت گلگت بلتستان کی جانب سے عوامی فلاح و بہبود کے منصوبوں پر کام جاری ہے اور متعلقہ حکام نے اس سلسلے میں اجلاس منعقد کیا جس میں مختلف امور پر تفصیلی غور کیا گیا اور فیصلے کیے گئے۔ عوام کو درپیش مسائل کے حل کے لیے — [837, 1141, 948, 1603]
continuation-header — [837, 1120, 948, 1138]
continuation-label: بقیہ — [19, 1278, 46, 1294]
article-text: حکومت گلگت بلتستان کی جانب سے عوامی فلاح و بہبود کے منصوبوں پر کام جاری ہے اور متعلقہ حکام نے اس سلسلے میں اجلاس منعقد کیا جس میں مختلف امور پر تفصیلی غور کیا گیا اور فیصلے کیے گئے۔ عوام کو درپیش مسائل کے حل کے لیے اقدامات کیے جا رہے ہیں اور ترقیاتی منصوبوں کی بروقت تکمیل کو یقینی بنایا جائے گا۔ حکومت گلگت بلتستان کی جانب سے عوامی فلاح و بہبود کے منصوبوں پر کام جاری ہے اور متعلقہ حکام نے اس سلسلے میں اجلاس منعقد کیا جس میں مختلف امور پر تفصیلی غور کیا گیا اور فیصلے کیے گئے۔ عوام کو درپیش مسائل کے حل کے لیے اقدامات کیے جا رہے ہیں اور ترقیاتی منصوبوں کی بروقت تکمیل کو یقینی بنایا جائے گا۔ حکومت گلگت بلتستان — [18, 134, 130, 302]
header-bar — [19, 1490, 106, 1506]
continuation-number: 37 — [457, 793, 479, 809]
continuation-label: بقیہ — [254, 256, 281, 272]
continuation-label: بقیہ — [254, 1103, 281, 1120]
continuation-number: 62 — [106, 1490, 129, 1506]
article-text: حکومت گلگت بلتستان کی جانب سے عوامی فلاح و بہبود کے منصوبوں پر کام جاری ہے اور متعلقہ حکام نے اس سلسلے میں اجلاس منعقد کیا جس میں مختلف امور پر تفصیلی غور کیا گیا اور فیصلے کیے گئے۔ عوام کو درپیش مسائل کے حل کے لیے اقدامات کیے جا رہے ہیں اور ترقیاتی منصوبوں کی بروقت تکمیل کو یقینی بنایا جائے گا۔ حکومت گلگت بلتستان کی جانب سے عوامی فلاح و بہبود کے منصوبوں پر کام جاری ہے اور متعلقہ حکام نے اس سلسلے میں اجلاس منعقد کیا جس میں مختلف امور پر تفصیلی غور کیا گیا اور فیصلے کیے گئے۔ عوام کو درپیش مسائل کے حل کے لیے اقدامات کیے جا رہے ہیں اور ترقیاتی منصوبوں کی بروقت تکمیل کو یقینی بنایا جائے گا۔ حکومت گلگت بلتستان کی جانب سے عوامی فلاح و بہبود کے منصوبوں پر کام جاری ہے اور متعلقہ حکام نے اس سلسلے میں اجلاس منعقد کیا جس میں مختلف امور پر تفصیلی غور کیا گیا اور فیصلے کیے گئے۔ عوام کو درپیش مسائل کے حل کے لیے اقدامات کیے جا رہے ہیں اور ترقیاتی منصوبوں کی بروقت تکمیل کو یقینی بنایا جائے گا۔ حکومت گلگت بلتستان کی جانب سے عوامی فلاح و بہبود کے منصوبوں پ — [136, 760, 247, 1017]
continuation-label: بقیہ — [137, 739, 164, 755]
continuation-header — [486, 402, 597, 420]
continuation-header — [486, 614, 597, 633]
continuation-number: 57 — [106, 625, 129, 642]
continuation-header — [369, 209, 480, 227]
article-text: حکومت گلگت بلتستان کی جانب سے عوامی فلاح و بہبود کے منصوبوں پر کام جاری ہے اور متعلقہ حکام نے اس سلسلے میں اجلاس منعقد کیا جس میں مختلف امور پر تفصیلی غور کیا گیا اور فیصلے کیے گئے۔ عوام کو درپیش مسائل کے حل کے لیے اقدامات کیے جا رہے ہیں اور ترقیاتی منصوبوں کی بروقت تکمیل کو یقینی بنایا جائے گا۔ حکومت گلگت بلتستان کی جانب سے عوامی فلاح و بہبود کے منصوبوں پر کام جاری ہے اور متعلقہ حکام نے اس سلسلے میں اجلاس منعقد کیا جس میں مختلف امور پر تفصیلی غور کیا گیا اور فیصلے کیے گئے۔ عوام کو درپیش مسائل کے حل کے لیے اقدامات کیے جا رہے ہیں اور ترقیاتی منصوبوں کی بروقت تکمیل کو یقینی بنایا جائے گا۔ حکومت گلگت بلتستان — [18, 645, 130, 814]
article-text: حکومت گلگت بلتستان کی جانب سے عوامی فلاح و بہبود کے منصوبوں پر کام جاری ہے اور متعلقہ حکام نے اس سلسلے میں اجلاس منعقد کیا جس میں مختلف امور پر تفصیلی غور کیا گیا اور فیصلے کیے گئے۔ عوام کو درپیش مسائل کے حل کے لیے اقدامات کیے جا رہے ہیں اور ترقیاتی منصوبوں کی بروقت تکمیل — [603, 311, 714, 391]
continuation-item — [18, 112, 130, 303]
continuation-label: بقیہ — [487, 403, 514, 419]
continuation-label: بقیہ — [19, 520, 46, 536]
continuation-number: 55 — [106, 308, 129, 324]
continuation-label: بقیہ — [254, 662, 281, 678]
header-bar — [137, 297, 223, 314]
article-text: حکومت گلگت بلتستان کی جانب سے عوامی فلاح و بہبود کے منصوبوں پر کام جاری ہے اور متعلقہ حکام نے اس سلسلے میں اجلاس منعقد کیا جس میں مختلف امور پر تفصیلی غور کیا گیا اور فیصلے کیے گئے۔ عوام کو درپیش مسائل کے حل کے لیے اقدامات کیے جا رہے ہیں اور ترقیاتی منصوبوں کی بروقت تکمیل کو یقینی بنایا جائے گا۔ حکومت گلگت بلتستان کی جانب سے عوامی فلاح و بہبود کے منصوبوں پر کام جاری ہے اور متعلقہ حکام نے اس سلسلے میں اجلاس منعقد کیا جس میں مختلف امور پر تفصیلی غور کیا گیا اور فیصلے کیے گئے۔ عوام کو درپیش مسائل کے حل کے لیے اقدامات کیے جا رہے ہیں اور ترقیاتی منصوبوں کی بروقت تکمیل کو یقینی بنایا جائے گا۔ حکومت گلگت بلتستان — [486, 1341, 597, 1510]
article-text: حکومت گلگت بلتستان کی جانب سے عوامی فلاح و بہبود کے منصوبوں پر کام جاری ہے اور متعلقہ حکام نے اس سلسلے میں اجلاس منعقد کیا جس میں مختلف امور پر تفصیلی غور کیا گیا اور فیصلے کیے گئے۔ عوام کو درپیش مسائل کے حل کے لیے اقدامات کیے جا رہے ہیں اور ترقیاتی منصوبوں کی بروقت تکمیل کو یقینی بنایا جائے گا۔ حکومت گلگت بلتستان کی جانب سے عوامی فلاح و بہبود کے منصوبوں پر کام جاری ہے اور متعلقہ حکام نے اس سلسلے میں اجلاس منعقد کیا جس میں مختلف امور پر تفصیلی غور کیا گیا اور فیصلے کیے گئے۔ عوام کو درپیش مسائل کے حل کے لیے اقدامات کیے جا رہے ہیں اور ترقیاتی منصوبوں کی بروقت تکمیل کو یقینی بنایا جائے گا۔ حکومت گلگت بلتستان کی جانب سے عوامی فلاح و بہبود کے منصوبوں پر کام جاری ہے اور متعلقہ — [18, 1510, 130, 1696]
header-bar — [370, 793, 457, 809]
continuation-number: 58 — [106, 820, 129, 836]
continuation-header — [720, 166, 831, 184]
header-bar — [838, 1971, 924, 1987]
continuation-item — [486, 614, 597, 822]
continuation-number: 38 — [457, 1040, 479, 1057]
continuation-number: 10 — [807, 705, 830, 722]
article-text: حکومت گلگت بلتستان کی جانب سے عوامی فلاح و بہبود کے منصوبوں پر کام جاری ہے اور متعلقہ حکام نے اس سلسلے میں اجلاس منعقد کیا جس میں مختلف امور پر تفصیلی غور کیا گیا اور فیصلے کیے گئے۔ عوام کو درپیش مسائل کے حل کے لیے اقدامات کیے جا رہے ہیں اور ترقیاتی منصوبوں کی بروقت تکمیل کو یقینی بنایا جائے گا۔ حکومت گلگت بلتستان کی جانب سے عوامی فلاح و بہبود کے منصوبوں پر کام جاری ہے اور متعلقہ حکام نے اس سلسلے میں اجلاس منعقد کیا جس میں مختلف امور پر تفصیلی غور کیا گیا اور فیصلے کیے گئے۔ عوام کو درپیش مسائل کے حل کے لیے اقدامات کیے جا رہے ہیں اور ترقیاتی منصوبوں کی بروقت تکمیل کو یقینی بنایا جائے گا۔ حکومت گلگت بلتستان کی جانب سے عوامی فلاح و بہبود کے منصوبوں پر کام جاری ہے اور متعلقہ حکام نے اس سلسلے میں اجلاس منعقد کیا جس میں مختلف امور پر تفصیلی غور — [486, 847, 597, 1052]
article-text: حکومت گلگت بلتستان کی جانب سے عوامی فلاح و بہبود کے منصوبوں پر کام جاری ہے اور متعلقہ حکام نے اس سلسلے میں اجلاس منعقد کیا جس میں مختلف امور پر تفصیلی غور کیا گیا اور فیصلے کیے گئے۔ عوام کو درپیش مسائل کے حل کے لیے اقدامات کیے جا رہے ہیں اور ترقیاتی منصوبوں کی بروقت تکمیل کو یقینی بنایا جائے گا۔ حکومت گلگت بلتستان کی جانب سے عوامی فلاح و بہبود کے منصوبوں پر کام جاری ہے اور متعلقہ حکام نے اس سلسلے میں اجلا — [369, 1061, 480, 1176]
continuation-header — [837, 872, 948, 891]
continuation-label: بقیہ — [19, 625, 46, 642]
continuation-label: بقیہ — [604, 759, 631, 775]
continuation-label: بقیہ — [721, 820, 748, 836]
continuation-number: 49 — [223, 739, 246, 755]
header-bar — [487, 1216, 574, 1232]
header-bar — [604, 759, 690, 775]
continuation-item — [720, 166, 831, 232]
column-body — [369, 29, 480, 1176]
header-bar — [137, 1251, 223, 1267]
continuation-number: 42 — [340, 856, 362, 872]
article-text: حکومت گلگت بلتستان کی جانب سے عوامی فلاح و بہبود کے منصوبوں پر کام جاری ہے اور متعلقہ حکام نے اس سلسلے میں اجلاس منعقد کیا جس میں مختلف امور پر تفصیلی غور کیا گیا اور فیصلے کیے گئے۔ عوام کو درپیش مسائل کے حل کے لیے اقدامات کیے جا رہے ہیں اور ترقیاتی منصوبوں کی بروقت تکمیل کو یقینی بنایا جائے گا۔ حکومت گلگت بلتستان کی جانب سے عوامی فلاح و بہبود کے منصوبوں پر کام جاری ہے اور متعلقہ حکام نے اس سلسلے میں اجلاس منعقد کیا جس میں مختلف امور پر تفصیلی غور کیا گیا اور فیصلے کیے گئے۔ عوام کو درپیش مسائل کے حل کے لیے اقدامات کیے جا رہے ہیں اور ترقیاتی منصوبوں کی بروقت تکمیل کو یقینی بنایا جائے گا۔ حکومت گلگت بلتستان کی جانب سے عوامی فلاح و بہبود کے منصوبوں پر کام جاری ہے اور متعلقہ — [486, 424, 597, 610]
article-text: حکومت گلگت بلتستان کی جانب سے عوامی فلاح و بہبود کے منصوبوں پر کام جاری ہے اور متعلقہ حکام نے اس سلسلے میں اجلاس منعقد کیا جس میں مختلف امور پر تفصیلی غور کیا گیا اور فیصلے کیے گئے۔ عوام کو درپیش مسائل کے حل کے لیے اقدامات کیے جا رہے ہیں اور ترقیاتی منصوبوں کی بروقت تکمیل کو یقینی بنایا جائے گا۔ حکومت گلگت بلتستان کی جانب سے عوامی فلاح و بہبود کے منصوبوں پر کام جاری ہے اور متعلقہ حکام نے اس سلسلے میں اجلاس منعقد کیا جس میں مختلف امور پر تفصیلی غور کیا گیا اور فیصلے کیے گئ — [486, 1077, 597, 1210]
continuation-label: بقیہ — [137, 1463, 164, 1479]
header-bar — [721, 705, 807, 722]
continuation-label: بقیہ — [487, 32, 514, 49]
news-column — [833, 29, 950, 2576]
continuation-number: 30 — [574, 1216, 596, 1232]
continuation-number: 46 — [223, 32, 246, 49]
news-column — [717, 29, 833, 1596]
continuation-number: 43 — [340, 1103, 362, 1120]
article-text: حکومت گلگت بلتستان کی جانب سے عوامی فلاح و بہبود کے منصوبوں پر کام جاری ہے اور متعلقہ حکام نے اس سلسلے میں اجلاس منعقد کیا جس میں مختلف امور پر تفصیلی غور کیا گیا اور فیصلے کیے گئے۔ عوام کو درپیش مسائل کے حل کے لیے اقدامات کیے جا رہے ہیں — [369, 134, 480, 205]
